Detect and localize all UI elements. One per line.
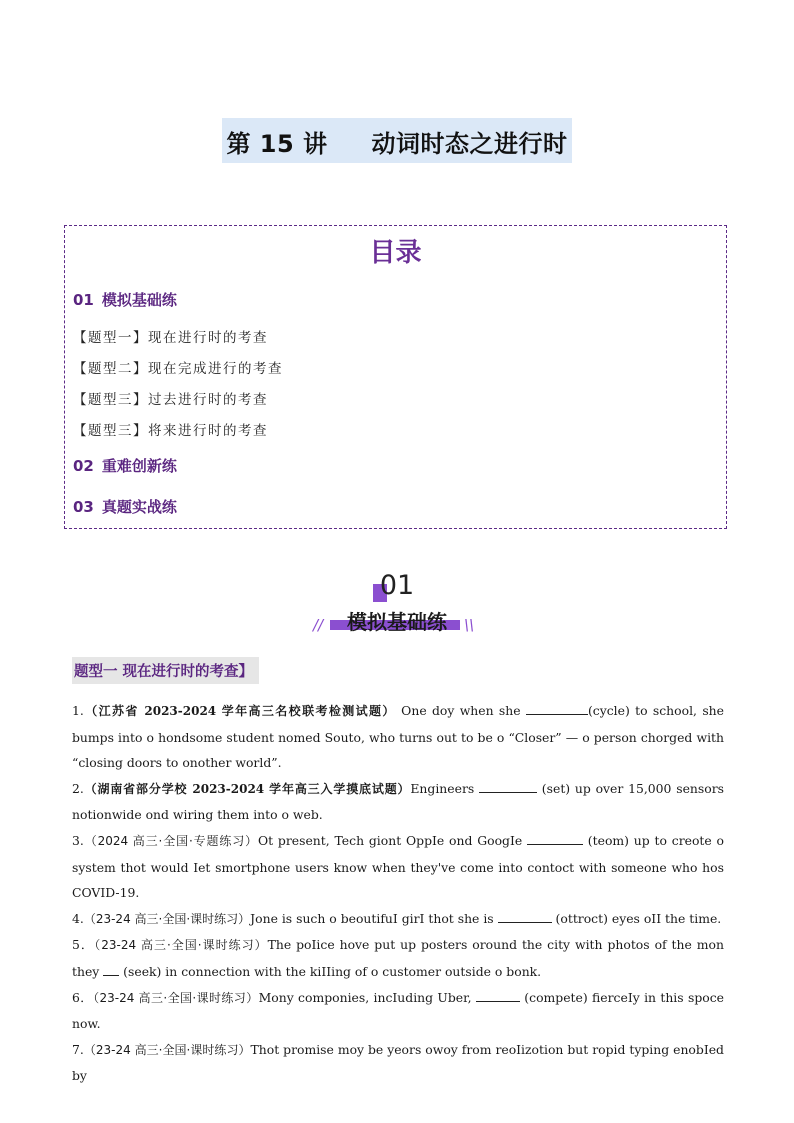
question-text: Engineers [410, 780, 480, 796]
question-number: 6． [72, 989, 94, 1005]
toc-section-label: 模拟基础练 [101, 291, 177, 309]
question-source: （23-24 高三·全国·课时练习） [83, 1042, 251, 1057]
question-source: （湖南省部分学校 2023-2024 学年高三入学摸底试题） [83, 781, 411, 796]
question-text: Ot present, Tech giont OppIe ond GoogIe [257, 832, 527, 848]
question-text-rest: (ottroct) eyes oII the time. [551, 910, 722, 926]
answer-blank[interactable] [498, 908, 552, 923]
toc-section-number: 01 [73, 291, 94, 309]
question-number: 4. [72, 910, 84, 926]
answer-blank[interactable] [103, 961, 119, 976]
toc-section-01[interactable] [73, 289, 177, 310]
question-source: （23-24 高三·全国·课时练习） [94, 938, 268, 953]
question-text-rest: (set) up over 15,000 sensors notionwide ond wiring them into o web. [72, 780, 724, 823]
banner-number: 01 [379, 570, 415, 601]
answer-blank[interactable] [479, 778, 537, 793]
toc-section-label: 真题实战练 [101, 498, 177, 516]
question-item [72, 985, 724, 1037]
question-text: Mony componies, incIuding Uber, [258, 989, 476, 1005]
question-number: 3. [72, 832, 84, 848]
answer-blank[interactable] [526, 700, 588, 715]
question-text: Thot promise moy be yeors owoy from reoIizotion but ropid typing enobIed by [72, 1041, 724, 1084]
answer-blank[interactable] [476, 987, 520, 1002]
question-text-rest: (seek) in connection with the kiIIing of o customer outside o bonk. [119, 963, 542, 979]
question-number: 7. [72, 1041, 84, 1057]
toc-section-number: 02 [73, 457, 94, 475]
question-item [72, 776, 724, 828]
toc-section-02[interactable] [73, 455, 177, 476]
question-text-rest: (teom) up to creote o system thot would Iet smortphone users know when they've come into contoct with someone who hos COVID-19. [72, 832, 724, 901]
page-title-wrap [0, 118, 794, 163]
question-item [72, 906, 724, 933]
banner-label: 模拟基础练 [347, 610, 447, 634]
toc-section-number: 03 [73, 498, 94, 516]
question-number: 2. [72, 780, 84, 796]
question-source: （23-24 高三·全国·课时练习） [83, 911, 251, 926]
question-item [72, 1037, 724, 1089]
section-banner [0, 570, 794, 640]
toc-subitem[interactable]: 【题型三】将来进行时的考查 [73, 423, 268, 439]
banner-right-deco: \\ [464, 616, 475, 634]
toc-heading: 目录 [369, 238, 422, 268]
page-title [222, 118, 571, 163]
question-text-rest: (compete) fierceIy in this spoce now. [72, 989, 724, 1032]
lecture-topic: 动词时态之进行时 [371, 130, 568, 158]
toc-subitem[interactable]: 【题型二】现在完成进行的考查 [73, 361, 283, 377]
question-number: 5． [72, 937, 95, 953]
question-list [72, 698, 724, 1089]
question-source: （2024 高三·全国·专题练习） [83, 833, 258, 848]
question-source: （江苏省 2023-2024 学年高三名校联考检测试题） [83, 704, 396, 718]
question-source: （23-24 高三·全国·课时练习） [93, 990, 259, 1005]
question-type-heading: 题型一 现在进行时的考查】 [72, 657, 259, 684]
question-text: The poIice hove put up posters oround the city with photos of the mon they [72, 937, 724, 979]
question-item [72, 828, 724, 906]
table-of-contents [64, 225, 727, 529]
lecture-number: 第 15 讲 [226, 130, 328, 158]
question-text: One doy when she [395, 703, 526, 718]
question-number: 1. [72, 703, 84, 718]
toc-subitem[interactable]: 【题型三】过去进行时的考查 [73, 392, 268, 408]
question-item [72, 932, 724, 984]
toc-subitem[interactable]: 【题型一】现在进行时的考查 [73, 330, 268, 346]
question-text-rest: (cycle) to school, she bumps into o hondsome student nomed Souto, who turns out to be o “Closer” — o person chorged with “closing doors to onother world”. [72, 703, 724, 771]
toc-section-label: 重难创新练 [101, 457, 177, 475]
answer-blank[interactable] [527, 830, 583, 845]
banner-left-deco: // [313, 616, 324, 634]
question-item [72, 698, 724, 776]
question-text: Jone is such o beoutifuI girI thot she is [250, 910, 498, 926]
toc-section-03[interactable] [73, 496, 177, 517]
